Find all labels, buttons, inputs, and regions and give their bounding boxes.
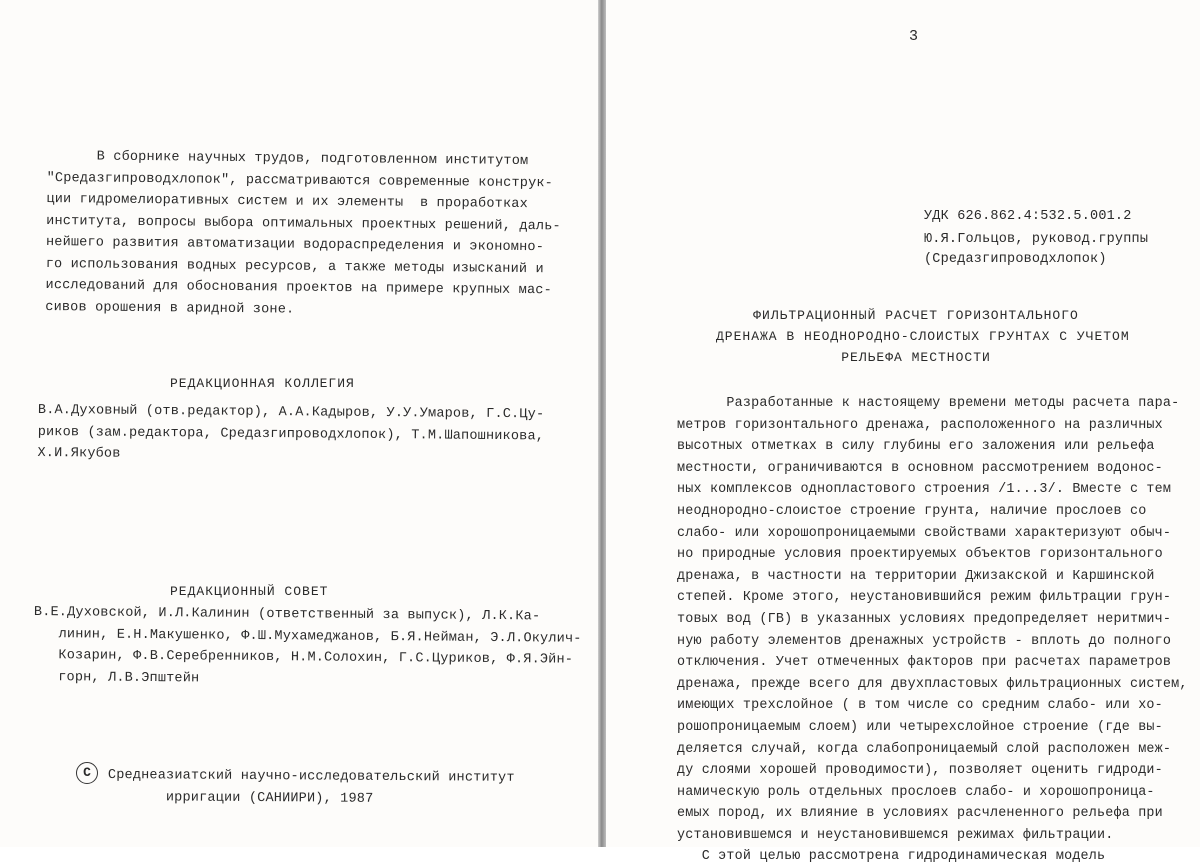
left-page xyxy=(0,0,598,847)
article-title xyxy=(716,305,1130,368)
text-line: В сборнике научных трудов, подготовленном институтом xyxy=(46,148,529,170)
text-line: С этой целью рассмотрена гидродинамическая модель xyxy=(677,849,1106,865)
text-line: неоднородно-слоистое строение грунта, наличие прослоев со xyxy=(677,503,1147,519)
text-line: метров горизонтального дренажа, расположенного на различных xyxy=(677,417,1163,433)
text-line: Среднеазиатский научно-исследовательский институт xyxy=(107,767,515,786)
text-line: слабо- или хорошопроницаемыми свойствами характеризуют обыч- xyxy=(677,525,1172,541)
text-line: Козарин, Ф.В.Серебренников, Н.М.Солохин, Г.С.Цуриков, Ф.Я.Эйн- xyxy=(33,647,574,668)
text-line: дренажа, прежде всего для двухпластовых фильтрационных систем, xyxy=(677,676,1188,692)
article-body xyxy=(677,393,1188,868)
text-line: степей. Кроме этого, неустановившийся режим фильтрации грун- xyxy=(677,590,1172,606)
text-line: ции гидромелиоративных систем и их элементы в проработках xyxy=(46,191,528,213)
editorial-council-members xyxy=(33,602,582,693)
text-line: местности, ограничиваются в основном рассмотрением водонос- xyxy=(677,460,1163,476)
title-line: ФИЛЬТРАЦИОННЫЙ РАСЧЕТ ГОРИЗОНТАЛЬНОГО xyxy=(753,308,1079,323)
text-line: Х.И.Якубов xyxy=(37,445,121,462)
copyright-text xyxy=(108,765,515,811)
book-gutter xyxy=(598,0,606,847)
text-line: линин, Е.Н.Макушенко, Ф.Ш.Мухамеджанов, Б.Я.Нейман, Э.Л.Окулич- xyxy=(33,626,582,647)
text-line: "Средазгипроводхлопок", рассматриваются современные конструк- xyxy=(46,170,554,191)
text-line: рошопроницаемым слоем) или четырехслойное строение (где вы- xyxy=(677,719,1163,735)
text-line: деляется случай, когда слабопроницаемый слой расположен меж- xyxy=(677,741,1172,757)
text-line: В.Е.Духовской, И.Л.Калинин (ответственный за выпуск), Л.К.Ка- xyxy=(33,604,541,625)
text-line: намическую роль отдельных прослоев слабо- и хорошопроница- xyxy=(677,784,1155,800)
text-line: установившемся и неустановившемся режимах фильтрации. xyxy=(677,827,1114,843)
affiliation-line: (Средазгипроводхлопок) xyxy=(924,252,1107,267)
title-line: ДРЕНАЖА В НЕОДНОРОДНО-СЛОИСТЫХ ГРУНТАХ С УЧЕТОМ xyxy=(716,329,1130,344)
copyright-icon: C xyxy=(76,762,98,784)
text-line: Разработанные к настоящему времени методы расчета пара- xyxy=(677,396,1180,411)
text-line: сивов орошения в аридной зоне. xyxy=(45,299,295,318)
text-line: В.А.Духовный (отв.редактор), А.А.Кадыров, У.У.Умаров, Г.С.Цу- xyxy=(37,402,545,423)
editorial-board-members xyxy=(37,400,544,469)
text-line: риков (зам.редактора, Средазгипроводхлопок), Т.М.Шапошникова, xyxy=(37,424,545,444)
abstract-paragraph xyxy=(45,146,561,323)
udc-code: УДК 626.862.4:532.5.001.2 xyxy=(924,209,1132,224)
text-line: нейшего развития автоматизации водораспределения и экономно- xyxy=(45,234,545,256)
text-line: отключения. Учет отмеченных факторов при расчетах параметров xyxy=(677,655,1172,671)
title-line: РЕЛЬЕФА МЕСТНОСТИ xyxy=(841,350,991,365)
text-line: емых пород, их влияние в условиях расчлененного рельефа при xyxy=(677,806,1163,822)
text-line: ирригации (САНИИРИ), 1987 xyxy=(107,789,374,807)
text-line: ду слоями хорошей проводимости), позволяет оценить гидроди- xyxy=(677,763,1163,779)
text-line: ную работу элементов дренажных устройств - вплоть до полного xyxy=(677,633,1172,649)
page-number: 3 xyxy=(909,28,919,45)
text-line: имеющих трехслойное ( в том числе со средним слабо- или хо- xyxy=(677,698,1163,714)
editorial-council-title: РЕДАКЦИОННЫЙ СОВЕТ xyxy=(170,584,329,599)
text-line: товых вод (ГВ) в указанных условиях предопределяет неритмич- xyxy=(677,611,1172,627)
text-line: но природные условия проектируемых объектов горизонтального xyxy=(677,547,1163,563)
text-line: высотных отметках в силу глубины его заложения или рельефа xyxy=(677,439,1155,455)
text-line: института, вопросы выбора оптимальных проектных решений, даль- xyxy=(46,213,561,234)
text-line: ных комплексов однопластового строения /1...3/. Вместе с тем xyxy=(677,482,1172,498)
text-line: исследований для обоснования проектов на примере крупных мас- xyxy=(45,277,552,299)
author-line: Ю.Я.Гольцов, руковод.группы xyxy=(924,232,1149,247)
editorial-board-title: РЕДАКЦИОННАЯ КОЛЛЕГИЯ xyxy=(170,376,355,391)
text-line: горн, Л.В.Эпштейн xyxy=(33,669,200,686)
text-line: го использования водных ресурсов, а также методы изысканий и xyxy=(45,256,544,277)
text-line: дренажа, в частности на территории Джизакской и Каршинской xyxy=(677,568,1155,584)
right-page xyxy=(606,0,1200,865)
